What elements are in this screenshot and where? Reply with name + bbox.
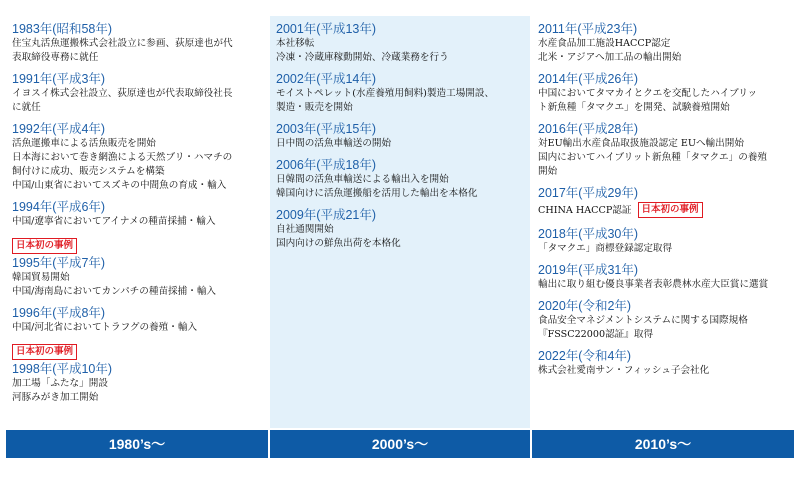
- entry-text-line: 加工場「ふたな」開設: [12, 378, 108, 389]
- era-label-2000s: 2000’s〜: [270, 430, 530, 458]
- entry-text-line: 住宝丸活魚運搬株式会社設立に参画、荻原達也が代: [12, 38, 233, 49]
- entry-text-line: 輸出に取り組む優良事業者表彰農林水産大臣賞に選賞: [538, 279, 769, 290]
- entry-year: 1994年(平成6年): [12, 200, 106, 214]
- first-in-japan-badge: 日本初の事例: [12, 344, 77, 360]
- entry-text-line: 開始: [538, 166, 558, 177]
- timeline-entry: [12, 342, 262, 405]
- timeline-entry: [276, 158, 524, 201]
- entry-text-line: に就任: [12, 102, 41, 113]
- entry-text-line: 日中間の活魚車輸送の開始: [276, 138, 392, 149]
- entry-text-line: 表取締役専務に就任: [12, 52, 99, 63]
- entry-year: 2006年(平成18年): [276, 158, 377, 172]
- era-label-2010s: 2010’s〜: [532, 430, 794, 458]
- entry-year: 2009年(平成21年): [276, 208, 377, 222]
- timeline-column-2010s: [532, 16, 794, 428]
- timeline-entry: [538, 263, 788, 292]
- entry-text-line: 食品安全マネジメントシステムに関する国際規格: [538, 315, 748, 326]
- entry-text-line: 国内向けの鮮魚出荷を本格化: [276, 238, 401, 249]
- timeline-column-1980s: [6, 16, 268, 428]
- entry-year: 1995年(平成7年): [12, 256, 106, 270]
- entry-year: 2019年(平成31年): [538, 263, 639, 277]
- entry-text-line: 韓国貿易開始: [12, 272, 70, 283]
- entry-text-line: 対EU輸出水産食品取扱施設認定 EUへ輸出開始: [538, 138, 744, 149]
- first-in-japan-badge: 日本初の事例: [12, 238, 77, 254]
- timeline-entry: [538, 72, 788, 115]
- entry-year: 2016年(平成28年): [538, 122, 639, 136]
- first-in-japan-badge: 日本初の事例: [638, 202, 703, 218]
- entry-year: 1996年(平成8年): [12, 306, 106, 320]
- entry-text-line: 本社移転: [276, 38, 315, 49]
- entry-year: 2014年(平成26年): [538, 72, 639, 86]
- entry-text-line: 「タマクエ」商標登録認定取得: [538, 243, 673, 254]
- timeline-entry: [12, 122, 262, 193]
- timeline-entry: [12, 236, 262, 299]
- entry-text-line: 国内においてハイブリット新魚種「タマクエ」の養殖: [538, 152, 768, 163]
- entry-text-line: 水産食品加工施設HACCP認定: [538, 38, 671, 49]
- entry-text-line: 自社通関開始: [276, 224, 334, 235]
- entry-year: 2020年(令和2年): [538, 299, 632, 313]
- timeline-entry: [538, 22, 788, 65]
- entry-text-line: ト新魚種「タマクエ」を開発、試験養殖開始: [538, 102, 730, 113]
- timeline-entry: [538, 299, 788, 342]
- entry-text-line: 日本海において巻き網漁による天然ブリ・ハマチの: [12, 152, 233, 163]
- entry-inline-row: [538, 201, 788, 220]
- entry-year: 2003年(平成15年): [276, 122, 377, 136]
- timeline-entry: [538, 186, 788, 220]
- entry-text-line: 中国/河北省においてトラフグの養殖・輸入: [12, 322, 198, 333]
- entry-year: 1992年(平成4年): [12, 122, 106, 136]
- entry-text-line: 中国/遼寧省においてアイナメの種苗採捕・輸入: [12, 216, 216, 227]
- entry-text-line: 製造・販売を開始: [276, 102, 353, 113]
- entry-text-line: 韓国向けに活魚運搬船を活用した輸出を本格化: [276, 188, 478, 199]
- entry-text-line: 河豚みがき加工開始: [12, 392, 99, 403]
- entry-text-line: イヨスイ株式会社設立、荻原達也が代表取締役社長: [12, 88, 233, 99]
- entry-text-line: 中国においてタマカイとクエを交配したハイブリッ: [538, 88, 758, 99]
- timeline-entry: [276, 22, 524, 65]
- entry-year: 2002年(平成14年): [276, 72, 377, 86]
- entry-text-line: 日韓間の活魚車輸送による輸出入を開始: [276, 174, 449, 185]
- entry-text-line: モイストペレット(水産養殖用飼料)製造工場開設、: [276, 88, 495, 99]
- entry-year: 2017年(平成29年): [538, 186, 639, 200]
- entry-year: 2018年(平成30年): [538, 227, 639, 241]
- entry-text-line: 『FSSC22000認証』取得: [538, 329, 654, 340]
- timeline-entry: [12, 72, 262, 115]
- entry-text-line: 冷凍・冷蔵庫稼動開始、冷蔵業務を行う: [276, 52, 449, 63]
- timeline-entry: [12, 306, 262, 335]
- entry-text-line: 飼付けに成功、販売システムを構築: [12, 166, 165, 177]
- timeline-entry: [538, 122, 788, 179]
- timeline-entry: [538, 227, 788, 256]
- entry-text-line: 株式会社愛南サン・フィッシュ子会社化: [538, 365, 710, 376]
- entry-text: CHINA HACCP認証: [538, 204, 632, 216]
- entry-text-line: 活魚運搬車による活魚販売を開始: [12, 138, 156, 149]
- entry-text-line: 中国/海南島においてカンパチの種苗採捕・輸入: [12, 286, 217, 297]
- entry-year: 1983年(昭和58年): [12, 22, 113, 36]
- timeline-entry: [276, 122, 524, 151]
- entry-year: 1991年(平成3年): [12, 72, 106, 86]
- entry-year: 1998年(平成10年): [12, 362, 113, 376]
- timeline-entry: [276, 208, 524, 251]
- entry-year: 2001年(平成13年): [276, 22, 377, 36]
- entry-text-line: 北米・アジアへ加工品の輸出開始: [538, 52, 682, 63]
- timeline-entry: [276, 72, 524, 115]
- timeline-column-2000s: [270, 16, 530, 428]
- entry-text-line: 中国/山東省においてスズキの中間魚の育成・輸入: [12, 180, 227, 191]
- era-label-1980s: 1980’s〜: [6, 430, 268, 458]
- timeline-entry: [12, 22, 262, 65]
- entry-year: 2022年(令和4年): [538, 349, 632, 363]
- entry-year: 2011年(平成23年): [538, 22, 638, 36]
- timeline-entry: [538, 349, 788, 378]
- timeline-entry: [12, 200, 262, 229]
